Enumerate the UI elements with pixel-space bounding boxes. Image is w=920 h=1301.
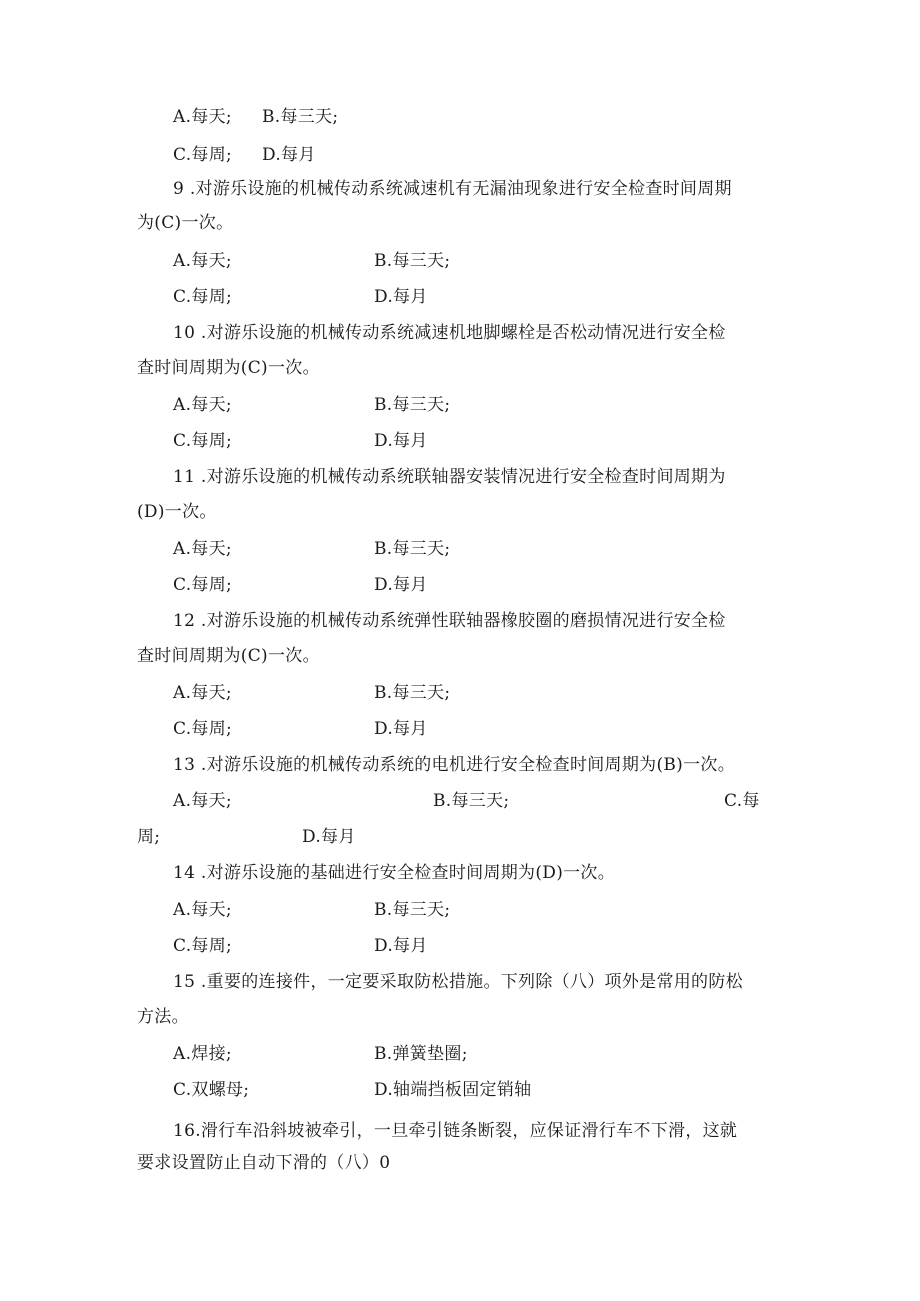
option-a: A.每天; bbox=[173, 900, 232, 920]
option-c: C.每周; bbox=[173, 936, 233, 956]
option-a: A.焊接; bbox=[173, 1044, 232, 1064]
question-11-line1: 11 .对游乐设施的机械传动系统联轴器安装情况进行安全检查时间周期为 bbox=[173, 467, 726, 487]
question-9-line1: 9 .对游乐设施的机械传动系统减速机有无漏油现象进行安全检查时间周期 bbox=[173, 179, 732, 199]
option-b: B.每三天; bbox=[433, 791, 510, 811]
question-15-line1: 15 .重要的连接件，一定要采取防松措施。下列除（八）项外是常用的防松 bbox=[173, 972, 743, 992]
question-16-line2: 要求设置防止自动下滑的（八）0 bbox=[137, 1153, 391, 1173]
option-a: A.每天; bbox=[173, 539, 232, 559]
question-14-line1: 14 .对游乐设施的基础进行安全检查时间周期为(D)一次。 bbox=[173, 863, 616, 883]
option-b: B.每三天; bbox=[374, 683, 451, 703]
option-c: C.每 bbox=[724, 791, 760, 811]
option-c: C.每周; bbox=[173, 287, 233, 307]
question-12-line1: 12 .对游乐设施的机械传动系统弹性联轴器橡胶圈的磨损情况进行安全检 bbox=[173, 611, 726, 631]
option-c: C.每周; bbox=[173, 719, 233, 739]
option-a: A.每天; bbox=[173, 683, 232, 703]
question-10-line2: 查时间周期为(C)一次。 bbox=[137, 358, 320, 378]
option-b: B.每三天; bbox=[374, 539, 451, 559]
question-12-line2: 查时间周期为(C)一次。 bbox=[137, 646, 320, 666]
option-b: B.弹簧垫圈; bbox=[374, 1044, 468, 1064]
option-d: D.每月 bbox=[374, 287, 428, 307]
option-c: C.每周; bbox=[173, 145, 233, 165]
option-b: B.每三天; bbox=[374, 251, 451, 271]
option-c: C.每周; bbox=[173, 575, 233, 595]
option-d: D.每月 bbox=[374, 431, 428, 451]
question-16-line1: 16.滑行车沿斜坡被牵引，一旦牵引链条断裂，应保证滑行车不下滑，这就 bbox=[173, 1121, 738, 1141]
option-a: A.每天; bbox=[173, 791, 232, 811]
option-d: D.每月 bbox=[262, 145, 316, 165]
option-a: A.每天; bbox=[173, 395, 232, 415]
question-10-line1: 10 .对游乐设施的机械传动系统减速机地脚螺栓是否松动情况进行安全检 bbox=[173, 323, 726, 343]
option-c: C.每周; bbox=[173, 431, 233, 451]
option-d: D.轴端挡板固定销轴 bbox=[374, 1080, 532, 1100]
option-b: B.每三天; bbox=[374, 900, 451, 920]
option-c-continued: 周; bbox=[137, 827, 161, 847]
option-c: C.双螺母; bbox=[173, 1080, 250, 1100]
option-d: D.每月 bbox=[302, 827, 356, 847]
option-d: D.每月 bbox=[374, 936, 428, 956]
option-a: A.每天; bbox=[173, 251, 232, 271]
question-13-line1: 13 .对游乐设施的机械传动系统的电机进行安全检查时间周期为(B)一次。 bbox=[173, 755, 735, 775]
option-a: A.每天; bbox=[173, 107, 232, 127]
question-11-line2: (D)一次。 bbox=[137, 502, 217, 522]
question-15-line2: 方法。 bbox=[137, 1007, 189, 1027]
option-d: D.每月 bbox=[374, 719, 428, 739]
option-b: B.每三天; bbox=[262, 107, 339, 127]
option-b: B.每三天; bbox=[374, 395, 451, 415]
option-d: D.每月 bbox=[374, 575, 428, 595]
question-9-line2: 为(C)一次。 bbox=[137, 213, 234, 233]
